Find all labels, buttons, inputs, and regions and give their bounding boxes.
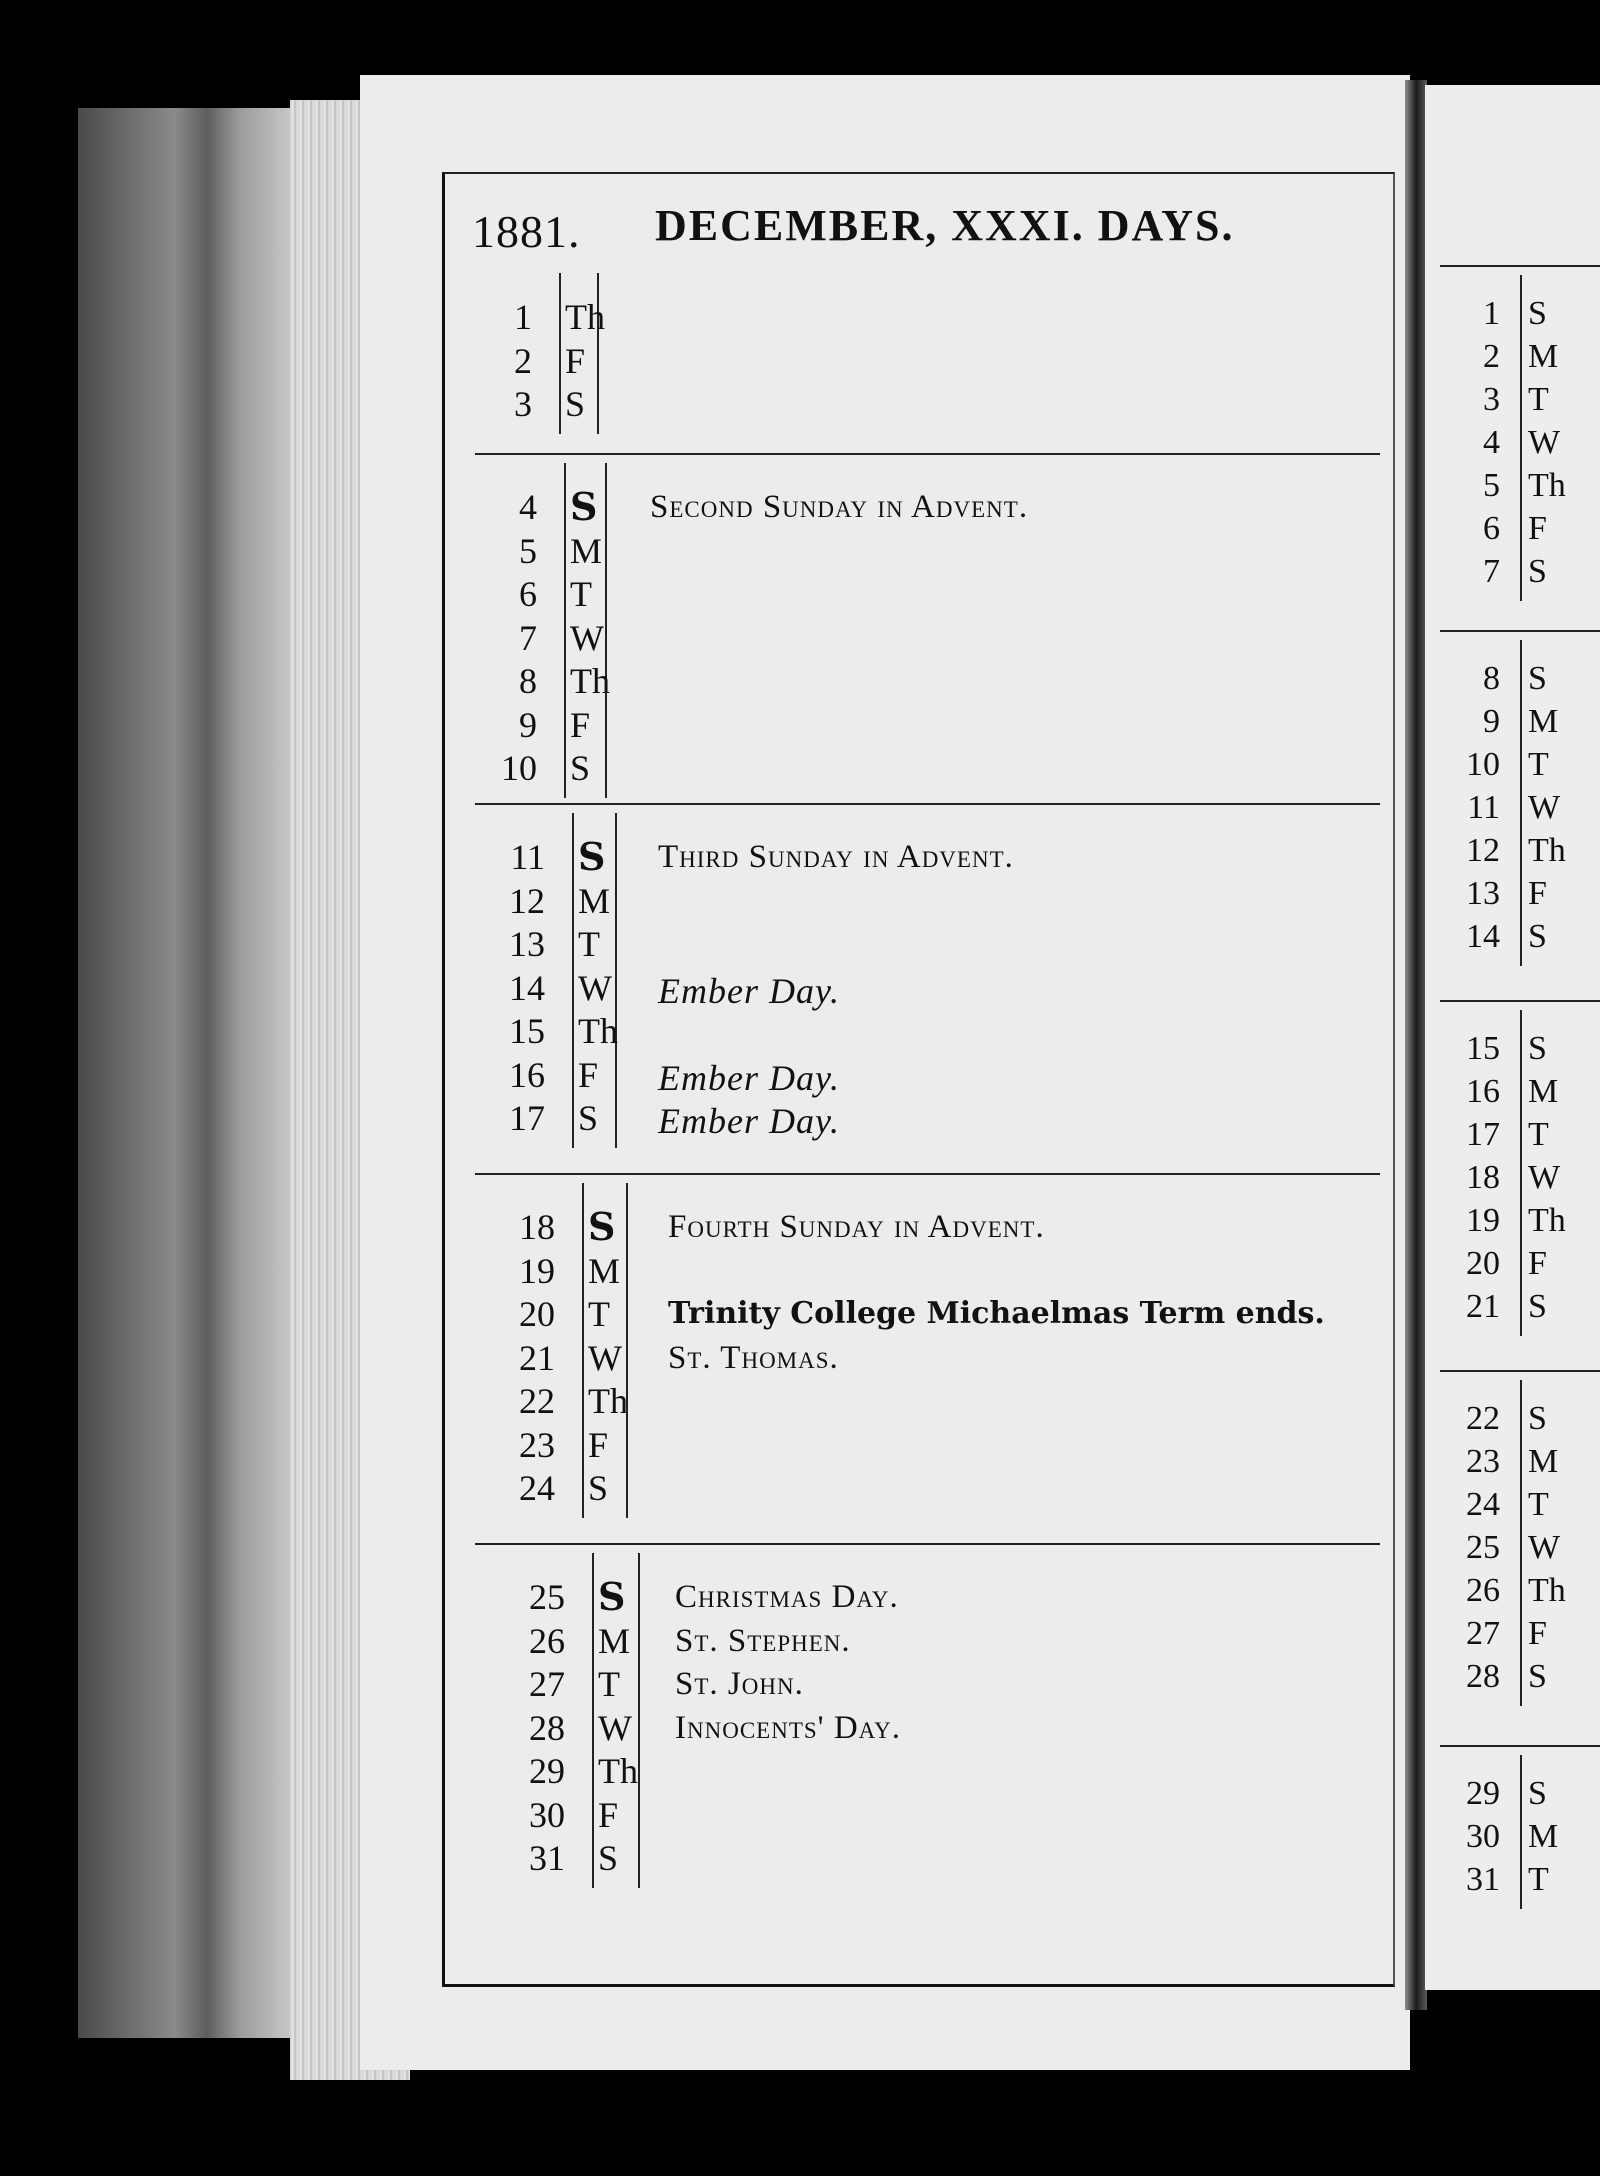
- day-number: 22: [1466, 1400, 1500, 1437]
- weekday-letter: S: [1528, 553, 1547, 590]
- weekday-letter: T: [1528, 1116, 1549, 1153]
- book-edge: [78, 108, 293, 2038]
- weekday-letter: S: [1528, 1030, 1547, 1067]
- column-rule: [1520, 1010, 1522, 1336]
- weekday-letter: F: [1528, 510, 1547, 547]
- weekday-letter: Th: [578, 1011, 618, 1051]
- day-number: 18: [1466, 1159, 1500, 1196]
- day-number: 24: [1466, 1486, 1500, 1523]
- weekday-letter: W: [1528, 424, 1561, 461]
- weekday-letter: T: [1528, 746, 1549, 783]
- day-number: 28: [1466, 1658, 1500, 1695]
- day-number: 13: [1466, 875, 1500, 912]
- calendar-event: Ember Day.: [658, 1101, 840, 1141]
- week-separator: [1440, 1000, 1600, 1002]
- weekday-letter: M: [1528, 1073, 1559, 1110]
- page-year: 1881.: [472, 206, 581, 257]
- day-number: 14: [509, 967, 545, 1008]
- weekday-letter: T: [1528, 381, 1549, 418]
- day-number: 26: [1466, 1572, 1500, 1609]
- day-number: 29: [529, 1751, 565, 1791]
- day-number: 13: [509, 924, 545, 964]
- day-number: 19: [519, 1250, 555, 1291]
- weekday-letter: F: [565, 340, 586, 381]
- weekday-letter: M: [578, 880, 611, 921]
- weekday-letter: S: [598, 1838, 619, 1878]
- day-number: 15: [1466, 1030, 1500, 1067]
- calendar-event: Ember Day.: [658, 970, 840, 1011]
- weekday-letter: M: [598, 1620, 631, 1661]
- column-rule: [1520, 640, 1522, 966]
- weekday-letter: Th: [1528, 832, 1566, 869]
- weekday-letter: S: [578, 1098, 599, 1138]
- week-separator: [475, 1543, 1380, 1545]
- weekday-letter: M: [588, 1250, 621, 1291]
- weekday-letter: W: [578, 967, 612, 1008]
- day-number: 12: [1466, 832, 1500, 869]
- day-number: 18: [519, 1207, 555, 1247]
- weekday-letter: M: [1528, 1818, 1559, 1855]
- weekday-letter: F: [570, 704, 591, 745]
- day-number: 16: [509, 1054, 545, 1095]
- weekday-letter: T: [1528, 1861, 1549, 1898]
- day-number: 16: [1466, 1073, 1500, 1110]
- day-number: 31: [1466, 1861, 1500, 1898]
- weekday-letter: S: [570, 484, 598, 529]
- day-number: 6: [519, 574, 537, 614]
- calendar-event: St. Stephen.: [675, 1622, 851, 1659]
- column-rule: [1520, 1755, 1522, 1909]
- day-number: 11: [510, 837, 545, 877]
- day-number: 10: [1466, 746, 1500, 783]
- calendar-event: Innocents' Day.: [675, 1709, 902, 1746]
- weekday-letter: T: [588, 1294, 610, 1334]
- weekday-letter: S: [565, 384, 586, 424]
- day-number: 12: [509, 880, 545, 921]
- calendar-event: Christmas Day.: [675, 1579, 899, 1615]
- weekday-letter: F: [578, 1054, 599, 1095]
- weekday-letter: W: [1528, 1159, 1561, 1196]
- weekday-letter: S: [1528, 295, 1547, 332]
- day-number: 21: [519, 1337, 555, 1378]
- column-rule: [1520, 275, 1522, 601]
- week-separator: [1440, 265, 1600, 267]
- day-number: 4: [1483, 424, 1500, 461]
- day-number: 6: [1483, 510, 1500, 547]
- column-rule: [638, 1553, 640, 1888]
- column-rule: [626, 1183, 628, 1518]
- day-number: 30: [1466, 1818, 1500, 1855]
- week-separator: [1440, 630, 1600, 632]
- day-number: 17: [1466, 1116, 1500, 1153]
- day-number: 31: [529, 1838, 565, 1878]
- weekday-letter: F: [1528, 1245, 1547, 1282]
- weekday-letter: M: [1528, 338, 1559, 375]
- weekday-letter: W: [570, 617, 604, 658]
- weekday-letter: S: [588, 1204, 616, 1249]
- week-separator: [1440, 1745, 1600, 1747]
- weekday-letter: W: [588, 1337, 622, 1378]
- calendar-event: Fourth Sunday in Advent.: [668, 1209, 1045, 1245]
- day-number: 7: [1483, 553, 1500, 590]
- weekday-letter: S: [1528, 1658, 1547, 1695]
- day-number: 23: [1466, 1443, 1500, 1480]
- weekday-letter: S: [1528, 660, 1547, 697]
- day-number: 28: [529, 1707, 565, 1748]
- column-rule: [582, 1183, 584, 1518]
- page-title: DECEMBER, XXXI. DAYS.: [655, 201, 1235, 250]
- day-number: 1: [1483, 295, 1500, 332]
- weekday-letter: S: [578, 834, 606, 879]
- calendar-event: Trinity College Michaelmas Term ends.: [668, 1296, 1325, 1331]
- weekday-letter: S: [588, 1468, 609, 1508]
- day-number: 3: [514, 384, 532, 424]
- day-number: 20: [519, 1294, 555, 1334]
- weekday-letter: T: [1528, 1486, 1549, 1523]
- day-number: 22: [519, 1381, 555, 1421]
- weekday-letter: F: [1528, 875, 1547, 912]
- day-number: 30: [529, 1794, 565, 1835]
- weekday-letter: F: [598, 1794, 619, 1835]
- week-separator: [475, 1173, 1380, 1175]
- day-number: 27: [529, 1664, 565, 1704]
- weekday-letter: F: [1528, 1615, 1547, 1652]
- calendar-event: Third Sunday in Advent.: [658, 839, 1014, 875]
- column-rule: [592, 1553, 594, 1888]
- day-number: 23: [519, 1424, 555, 1465]
- day-number: 20: [1466, 1245, 1500, 1282]
- week-separator: [475, 453, 1380, 455]
- week-separator: [475, 803, 1380, 805]
- day-number: 11: [1467, 789, 1500, 826]
- weekday-letter: T: [578, 924, 600, 964]
- weekday-letter: S: [1528, 918, 1547, 955]
- weekday-letter: W: [598, 1707, 632, 1748]
- column-rule: [559, 273, 561, 434]
- day-number: 9: [1483, 703, 1500, 740]
- weekday-letter: F: [588, 1424, 609, 1465]
- weekday-letter: Th: [588, 1381, 628, 1421]
- day-number: 2: [514, 340, 532, 381]
- day-number: 14: [1466, 918, 1500, 955]
- weekday-letter: Th: [565, 297, 605, 337]
- column-rule: [615, 813, 617, 1148]
- weekday-letter: Th: [1528, 1202, 1566, 1239]
- day-number: 25: [529, 1577, 565, 1617]
- week-separator: [1440, 1370, 1600, 1372]
- weekday-letter: Th: [598, 1751, 638, 1791]
- weekday-letter: M: [570, 530, 603, 571]
- weekday-letter: S: [1528, 1288, 1547, 1325]
- day-number: 5: [1483, 467, 1500, 504]
- calendar-event: St. John.: [675, 1666, 804, 1702]
- day-number: 19: [1466, 1202, 1500, 1239]
- day-number: 3: [1483, 381, 1500, 418]
- weekday-letter: M: [1528, 1443, 1559, 1480]
- column-rule: [1520, 1380, 1522, 1706]
- column-rule: [605, 463, 607, 798]
- day-number: 7: [519, 617, 537, 658]
- day-number: 9: [519, 704, 537, 745]
- day-number: 29: [1466, 1775, 1500, 1812]
- day-number: 15: [509, 1011, 545, 1051]
- column-rule: [572, 813, 574, 1148]
- day-number: 1: [514, 297, 532, 337]
- day-number: 27: [1466, 1615, 1500, 1652]
- weekday-letter: Th: [570, 661, 610, 701]
- calendar-event: Second Sunday in Advent.: [650, 489, 1029, 525]
- weekday-letter: W: [1528, 789, 1561, 826]
- weekday-letter: Th: [1528, 1572, 1566, 1609]
- weekday-letter: S: [1528, 1775, 1547, 1812]
- column-rule: [564, 463, 566, 798]
- weekday-letter: S: [570, 748, 591, 788]
- day-number: 25: [1466, 1529, 1500, 1566]
- weekday-letter: M: [1528, 703, 1559, 740]
- book-gutter: [1405, 80, 1427, 2010]
- day-number: 24: [519, 1468, 555, 1508]
- weekday-letter: S: [598, 1574, 626, 1619]
- day-number: 8: [519, 661, 537, 701]
- weekday-letter: W: [1528, 1529, 1561, 1566]
- weekday-letter: T: [598, 1664, 620, 1704]
- day-number: 8: [1483, 660, 1500, 697]
- day-number: 10: [501, 748, 537, 788]
- weekday-letter: T: [570, 574, 592, 614]
- calendar-event: St. Thomas.: [668, 1339, 839, 1376]
- day-number: 2: [1483, 338, 1500, 375]
- calendar-event: Ember Day.: [658, 1057, 840, 1098]
- weekday-letter: S: [1528, 1400, 1547, 1437]
- day-number: 21: [1466, 1288, 1500, 1325]
- day-number: 5: [519, 530, 537, 571]
- day-number: 4: [519, 487, 537, 527]
- weekday-letter: Th: [1528, 467, 1566, 504]
- day-number: 17: [509, 1098, 545, 1138]
- day-number: 26: [529, 1620, 565, 1661]
